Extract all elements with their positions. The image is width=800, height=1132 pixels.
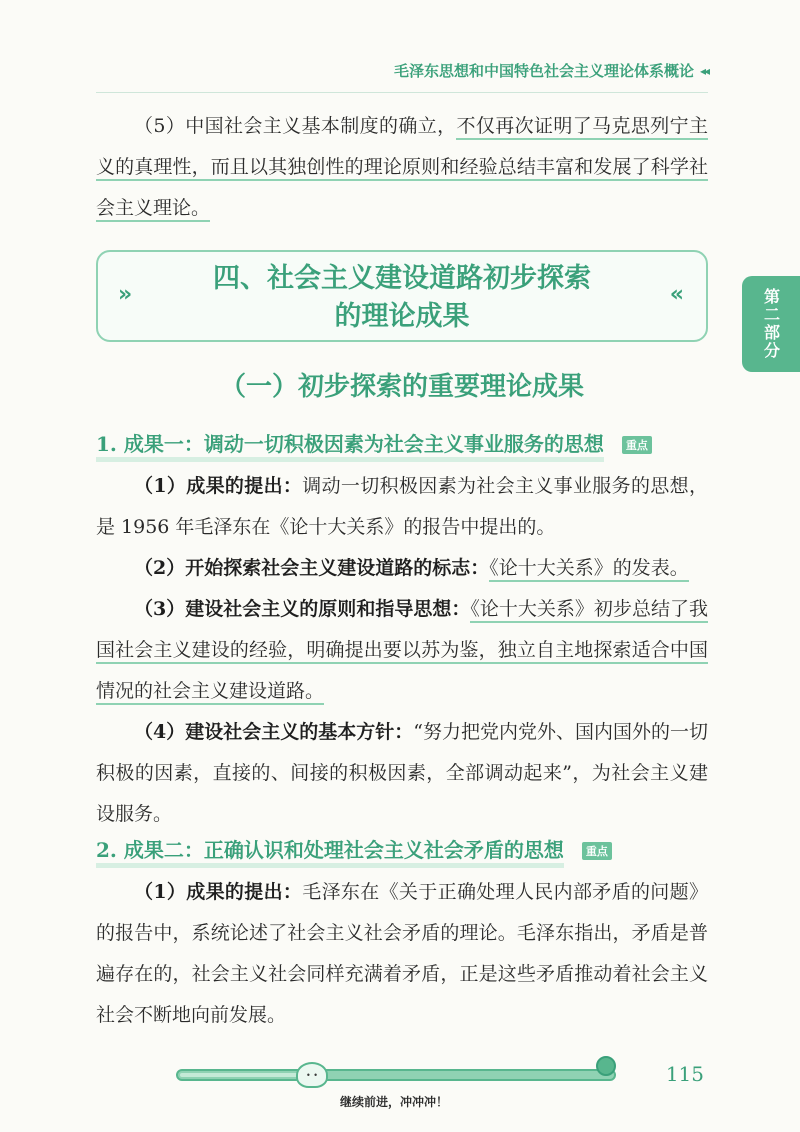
intro-paragraph: [96, 106, 708, 229]
para-text: 毛泽东在《关于正确处理人民内部矛盾的问题》的报告中，系统论述了社会主义社会矛盾的理论。毛泽东指出，矛盾是普遍存在的，社会主义社会同样充满着矛盾，正是这些矛盾推动着社会主义社会不断地向前发展。: [96, 881, 708, 1026]
section-title-box: [96, 250, 708, 342]
chevron-left-icon: «: [669, 282, 680, 307]
running-header-title: 毛泽东思想和中国特色社会主义理论体系概论: [393, 62, 694, 80]
section-title: [178, 260, 626, 336]
chevron-right-icon: »: [118, 282, 129, 307]
para-text: “努力把党内党外、国内国外的一切积极的因素，直接的、间接的积极因素，全部调动起来”，为社会主义建设服务。: [96, 721, 708, 825]
para-text: 调动一切积极因素为社会主义事业服务的思想，是 1956 年毛泽东在《论十大关系》的报告中提出的。: [96, 475, 708, 538]
item-heading-1: [96, 428, 652, 462]
section-title-line1: 四、社会主义建设道路初步探索: [213, 263, 591, 294]
page-number: 115: [665, 1062, 704, 1086]
subsection-title: （一）初步探索的重要理论成果: [219, 372, 584, 402]
double-left-arrow-icon: ◂◂: [699, 63, 708, 78]
footer-progress-fill: [180, 1073, 302, 1077]
running-header: [394, 60, 708, 81]
item-1-body: [96, 466, 708, 835]
footer-progress-bar: [176, 1069, 616, 1081]
item-1-para-2: [96, 548, 708, 589]
side-tab: [742, 276, 800, 372]
item-1-para-4: [96, 712, 708, 835]
key-point-badge: 重点: [622, 436, 652, 454]
intro-underlined-text: 不仅再次证明了马克思列宁主义的真理性，而且以其独创性的理论原则和经验总结丰富和发展了科学社会主义理论。: [96, 115, 708, 222]
para-lead: （2）开始探索社会主义建设道路的标志：: [134, 557, 490, 579]
intro-block: [96, 106, 708, 229]
para-text: 《论十大关系》初步总结了我国社会主义建设的经验，明确提出要以苏为鉴，独立自主地探索适合中国情况的社会主义建设道路。: [96, 598, 708, 705]
para-lead: （4）建设社会主义的基本方针：: [134, 721, 414, 743]
intro-prefix: （5）中国社会主义基本制度的确立，: [134, 115, 457, 137]
item-heading-2: [96, 834, 612, 868]
item-heading-1-text: 1. 成果一：调动一切积极因素为社会主义事业服务的思想: [96, 428, 604, 462]
para-lead: （3）建设社会主义的原则和指导思想：: [134, 598, 471, 620]
section-title-line2: 的理论成果: [334, 301, 470, 332]
key-point-badge: 重点: [582, 842, 612, 860]
para-text: 《论十大关系》的发表。: [489, 557, 689, 582]
progress-knob-icon: [596, 1056, 616, 1076]
para-lead: （1）成果的提出：: [134, 881, 303, 903]
item-1-para-1: [96, 466, 708, 548]
item-2-para-1: [96, 872, 708, 1036]
footer-slogan: 继续前进，冲冲冲！: [340, 1095, 449, 1109]
para-lead: （1）成果的提出：: [134, 475, 303, 497]
item-heading-2-text: 2. 成果二：正确认识和处理社会主义社会矛盾的思想: [96, 834, 564, 868]
side-tab-label: 第二部分: [761, 288, 781, 360]
mascot-icon: • •: [296, 1062, 328, 1088]
header-divider: [96, 92, 708, 93]
item-2-body: [96, 872, 708, 1036]
item-1-para-3: [96, 589, 708, 712]
